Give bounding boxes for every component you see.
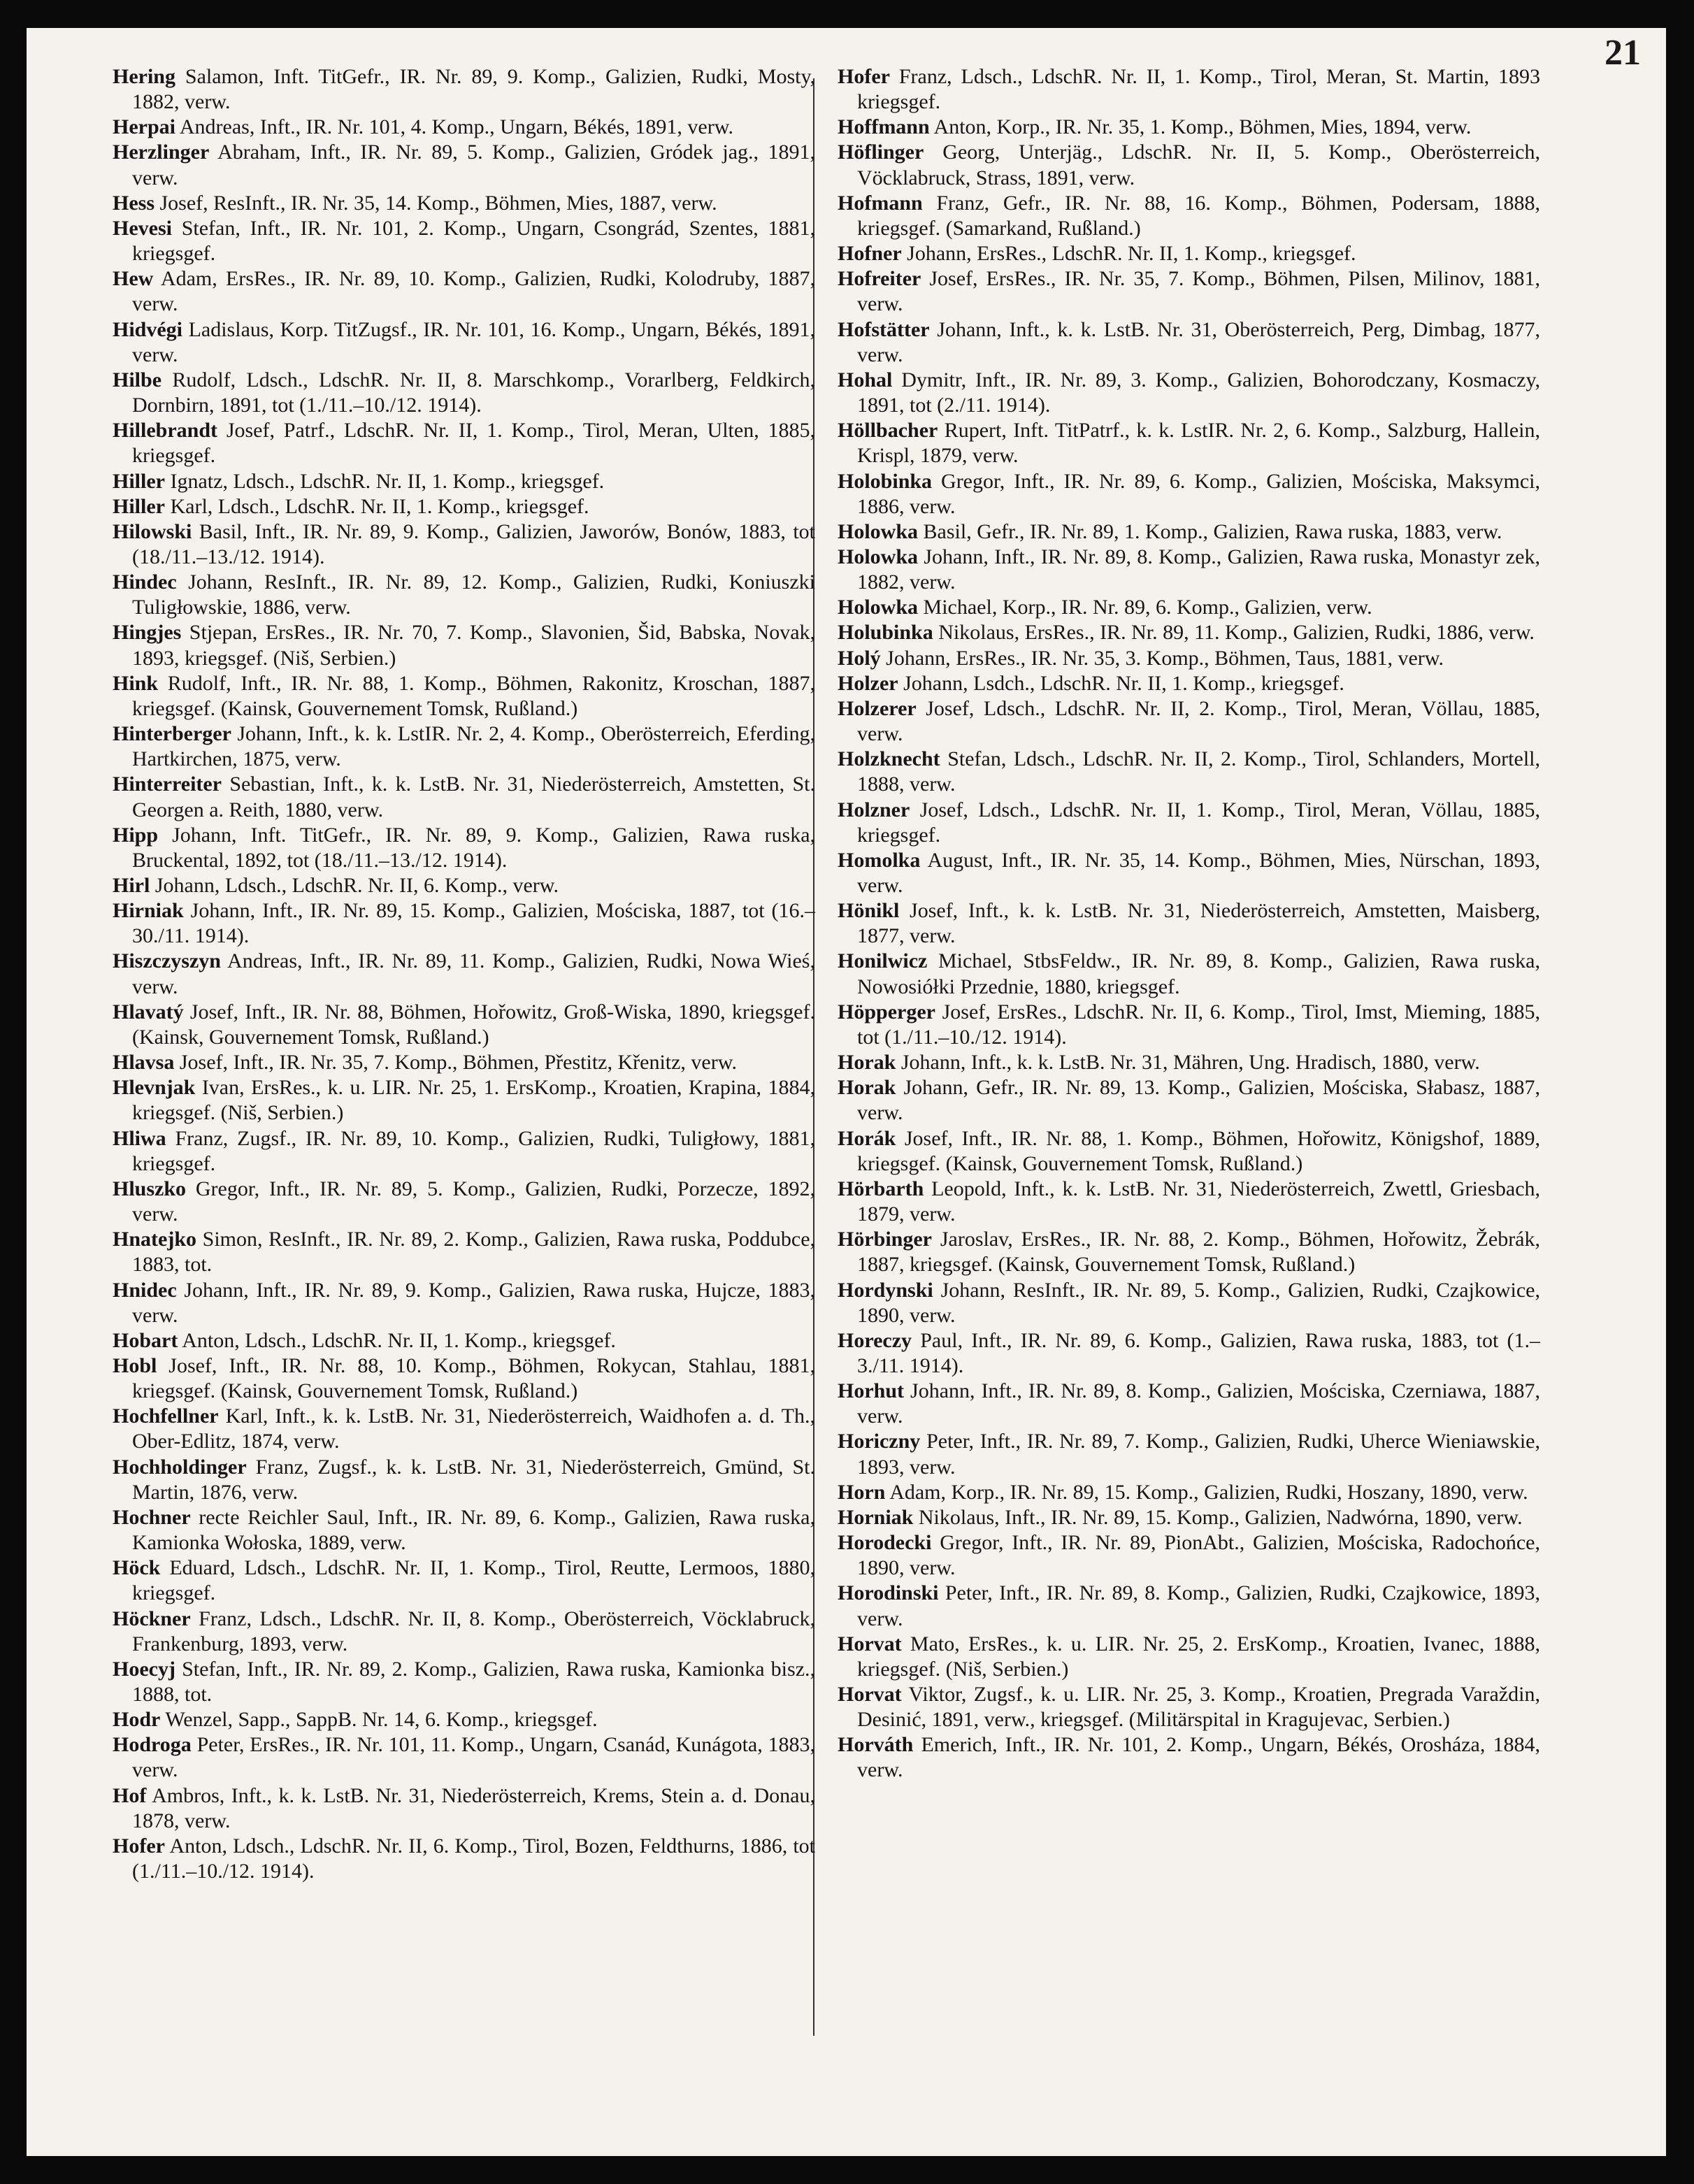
entry-surname: Horodinski [838,1581,939,1605]
entry-surname: Hochholdinger [113,1455,247,1479]
entry-surname: Herpai [113,115,175,139]
entry-surname: Hess [113,191,155,215]
entry-details: Sebastian, Inft., k. k. LstB. Nr. 31, Niederösterreich, Amstetten, St. Georgen a. Reith, 1880, verw. [132,773,816,821]
entry-surname: Hlavsa [113,1051,175,1075]
register-entry [113,1783,815,1834]
entry-surname: Hinterberger [113,722,231,746]
entry-details: Johann, Lsdch., LdschR. Nr. II, 1. Komp., kriegsgef. [903,671,1344,695]
register-entry [838,1177,1540,1227]
entry-surname: Holzerer [838,696,917,720]
entry-surname: Hilowski [113,519,192,543]
entry-surname: Hofmann [838,191,923,215]
register-entry [838,266,1540,317]
entry-surname: Hnatejko [113,1228,196,1251]
entry-details: Dymitr, Inft., IR. Nr. 89, 3. Komp., Galizien, Bohorodczany, Kosmaczy, 1891, tot (2./11. 1914). [857,368,1541,417]
entry-surname: Hof [113,1783,147,1807]
entry-details: Josef, Ldsch., LdschR. Nr. II, 1. Komp., Tirol, Meran, Völlau, 1885, kriegsgef. [857,798,1540,847]
register-entry [113,570,815,620]
entry-surname: Hörbinger [838,1228,932,1251]
entry-details: Nikolaus, ErsRes., IR. Nr. 89, 11. Komp., Galizien, Rudki, 1886, verw. [938,621,1535,645]
register-entry [838,848,1540,898]
entry-details: Emerich, Inft., IR. Nr. 101, 2. Komp., Ungarn, Békés, Orosháza, 1884, verw. [857,1733,1540,1782]
entry-details: Anton, Ldsch., LdschR. Nr. II, 1. Komp., kriegsgef. [182,1328,616,1352]
register-entry [113,1607,815,1657]
entry-details: Eduard, Ldsch., LdschR. Nr. II, 1. Komp., Tirol, Reutte, Lermoos, 1880, kriegsgef. [132,1556,816,1605]
entry-details: Johann, Inft. TitGefr., IR. Nr. 89, 9. Komp., Galizien, Rawa ruska, Bruckental, 1892, tot (18./11.–13./12. 1914). [132,823,816,872]
entry-surname: Hodr [113,1708,161,1732]
entry-details: recte Reichler Saul, Inft., IR. Nr. 89, 6. Komp., Galizien, Rawa ruska, Kamionka Wołoska, 1889, verw. [132,1505,815,1555]
entry-details: Michael, Korp., IR. Nr. 89, 6. Komp., Galizien, verw. [923,596,1372,619]
entry-surname: Horeczy [838,1328,912,1352]
entry-surname: Holzner [838,798,910,821]
entry-details: Stefan, Inft., IR. Nr. 101, 2. Komp., Ungarn, Csongrád, Szentes, 1881, kriegsgef. [132,216,816,266]
register-entry [113,216,815,266]
entry-surname: Hofstätter [838,317,930,341]
entry-surname: Hobart [113,1328,178,1352]
entry-details: Josef, ResInft., IR. Nr. 35, 14. Komp., Böhmen, Mies, 1887, verw. [159,191,717,215]
register-entry [838,1126,1540,1177]
entry-details: Gregor, Inft., IR. Nr. 89, PionAbt., Galizien, Mościska, Radochońce, 1890, verw. [857,1531,1541,1580]
entry-surname: Hiller [113,469,165,493]
register-entry [113,1126,815,1177]
entry-surname: Homolka [838,848,921,872]
entry-surname: Hofreiter [838,267,921,291]
register-entry [838,1480,1540,1505]
entry-details: Andreas, Inft., IR. Nr. 89, 11. Komp., Galizien, Rudki, Nowa Wieś, verw. [132,949,815,998]
entry-details: Mato, ErsRes., k. u. LIR. Nr. 25, 2. ErsKomp., Kroatien, Ivanec, 1888, kriegsgef. (Niš, Serbien.) [857,1632,1541,1681]
entry-surname: Höllbacher [838,419,938,443]
entry-details: Ladislaus, Korp. TitZugsf., IR. Nr. 101, 16. Komp., Ungarn, Békés, 1891, verw. [132,317,815,366]
register-entry [838,1505,1540,1530]
entry-surname: Horodecki [838,1531,932,1555]
register-entry [113,772,815,822]
register-entry [113,1505,815,1556]
entry-details: Josef, Inft., IR. Nr. 88, 10. Komp., Böhmen, Rokycan, Stahlau, 1881, kriegsgef. (Kainsk, Gouvernement Tomsk, Rußland.) [132,1353,815,1403]
register-entry [113,115,815,140]
entry-surname: Horvat [838,1632,902,1655]
register-entry [838,545,1540,595]
entry-details: Johann, Inft., IR. Nr. 89, 15. Komp., Galizien, Mościska, 1887, tot (16.–30./11. 1914). [132,899,815,948]
entry-surname: Hering [113,65,175,88]
entry-surname: Horhut [838,1379,905,1403]
entry-details: Adam, Korp., IR. Nr. 89, 15. Komp., Galizien, Rudki, Hoszany, 1890, verw. [889,1480,1528,1504]
register-entry [838,1000,1540,1050]
register-entry [838,1075,1540,1126]
entry-details: Peter, ErsRes., IR. Nr. 101, 11. Komp., Ungarn, Csanád, Kunágota, 1883, verw. [132,1733,816,1782]
entry-surname: Horvat [838,1683,902,1706]
entry-details: Johann, Inft., IR. Nr. 89, 8. Komp., Galizien, Mościska, Czerniawa, 1887, verw. [857,1379,1540,1428]
entry-details: Johann, Inft., IR. Nr. 89, 8. Komp., Galizien, Rawa ruska, Monastyr zek, 1882, verw. [857,545,1540,594]
register-entry [113,469,815,494]
entry-details: Karl, Ldsch., LdschR. Nr. II, 1. Komp., kriegsgef. [170,494,589,518]
entry-surname: Horak [838,1076,896,1100]
register-entry [113,949,815,999]
entry-details: Johann, ErsRes., LdschR. Nr. II, 1. Komp., kriegsgef. [907,242,1356,266]
entry-surname: Hinterreiter [113,773,222,796]
entry-surname: Hlavatý [113,1000,184,1023]
entry-surname: Hiszczyszyn [113,949,221,973]
register-entry [838,1530,1540,1581]
entry-details: Basil, Inft., IR. Nr. 89, 9. Komp., Galizien, Jaworów, Bonów, 1883, tot (18./11.–13./12. 1914). [132,519,815,568]
register-entry [113,368,815,418]
register-entry [113,418,815,468]
entry-details: Johann, Inft., k. k. LstIR. Nr. 2, 4. Komp., Oberösterreich, Eferding, Hartkirchen, 1875, verw. [132,722,816,771]
entry-details: Josef, Inft., IR. Nr. 88, Böhmen, Hořowitz, Groß-Wiska, 1890, kriegsgef. (Kainsk, Gouvernement Tomsk, Rußland.) [132,1000,815,1049]
register-entry [113,1657,815,1707]
entry-surname: Holowka [838,545,919,568]
register-entry [838,1581,1540,1631]
entry-surname: Horák [838,1126,896,1150]
entry-surname: Hohal [838,368,893,391]
entry-surname: Holubinka [838,621,933,645]
entry-details: Anton, Korp., IR. Nr. 35, 1. Komp., Böhmen, Mies, 1894, verw. [933,115,1472,139]
register-entry [113,620,815,670]
entry-details: Ambros, Inft., k. k. LstB. Nr. 31, Niederösterreich, Krems, Stein a. d. Donau, 1878, verw. [132,1783,815,1832]
entry-details: Basil, Gefr., IR. Nr. 89, 1. Komp., Galizien, Rawa ruska, 1883, verw. [923,519,1502,543]
register-entry [838,696,1540,747]
register-entry [838,620,1540,645]
entry-surname: Höck [113,1556,161,1580]
entry-details: Ignatz, Ldsch., LdschR. Nr. II, 1. Komp., kriegsgef. [170,469,605,493]
entry-surname: Höpperger [838,1000,935,1023]
entry-surname: Horn [838,1480,886,1504]
entry-surname: Horak [838,1051,896,1075]
register-entry [838,368,1540,418]
register-entry [838,1278,1540,1328]
register-entry [838,747,1540,797]
right-column [838,64,1540,1783]
entry-details: August, Inft., IR. Nr. 35, 14. Komp., Böhmen, Mies, Nürschan, 1893, verw. [857,848,1540,897]
register-entry [113,1556,815,1606]
entry-details: Johann, ErsRes., IR. Nr. 35, 3. Komp., Böhmen, Taus, 1881, verw. [886,646,1444,670]
register-entry [113,1075,815,1126]
register-entry [113,140,815,190]
entry-details: Gregor, Inft., IR. Nr. 89, 6. Komp., Galizien, Mościska, Maksymci, 1886, verw. [857,469,1540,518]
entry-surname: Hillebrandt [113,419,218,443]
entry-details: Rudolf, Ldsch., LdschR. Nr. II, 8. Marschkomp., Vorarlberg, Feldkirch, Dornbirn, 1891, tot (1./11.–10./12. 1914). [132,368,816,417]
entry-surname: Hoecyj [113,1657,175,1681]
register-entry [113,823,815,873]
entry-details: Johann, Inft., k. k. LstB. Nr. 31, Mähren, Ung. Hradisch, 1880, verw. [900,1051,1480,1075]
register-entry [113,64,815,115]
left-column [113,64,815,1884]
entry-surname: Hobl [113,1353,157,1377]
entry-details: Johann, Inft., IR. Nr. 89, 9. Komp., Galizien, Rawa ruska, Hujcze, 1883, verw. [132,1278,815,1327]
entry-surname: Höflinger [838,141,924,164]
register-entry [113,898,815,949]
register-entry [838,949,1540,999]
entry-details: Nikolaus, Inft., IR. Nr. 89, 15. Komp., Galizien, Nadwórna, 1890, verw. [918,1505,1523,1529]
register-entry [838,1328,1540,1379]
register-entry [113,1328,815,1353]
entry-details: Rupert, Inft. TitPatrf., k. k. LstIR. Nr. 2, 6. Komp., Salzburg, Hallein, Krispl, 1879, verw. [857,419,1540,468]
register-entry [113,1050,815,1075]
entry-surname: Hidvégi [113,317,183,341]
entry-details: Josef, Inft., k. k. LstB. Nr. 31, Niederösterreich, Amstetten, Maisberg, 1877, verw. [857,899,1540,948]
register-entry [113,1732,815,1783]
register-entry [838,671,1540,696]
register-entry [838,241,1540,266]
entry-details: Adam, ErsRes., IR. Nr. 89, 10. Komp., Galizien, Rudki, Kolodruby, 1887, verw. [132,267,815,316]
register-entry [113,1834,815,1884]
register-entry [838,519,1540,545]
entry-details: Josef, ErsRes., LdschR. Nr. II, 6. Komp., Tirol, Imst, Mieming, 1885, tot (1./11.–10./12. 1914). [857,1000,1540,1049]
entry-surname: Hodroga [113,1733,192,1757]
entry-details: Franz, Ldsch., LdschR. Nr. II, 8. Komp., Oberösterreich, Vöcklabruck, Frankenburg, 1893, verw. [132,1607,815,1655]
register-entry [838,595,1540,620]
register-entry [113,1707,815,1732]
entry-surname: Hevesi [113,216,172,240]
entry-details: Josef, Inft., IR. Nr. 35, 7. Komp., Böhmen, Přestitz, Křenitz, verw. [179,1051,737,1075]
entry-details: Viktor, Zugsf., k. u. LIR. Nr. 25, 3. Komp., Kroatien, Pregrada Varaždin, Desinić, 1891, verw., kriegsgef. (Militärspital in Kragujevac, Serbien.) [857,1683,1540,1732]
entry-surname: Horiczny [838,1430,921,1453]
register-entry [838,1379,1540,1429]
register-entry [113,191,815,216]
entry-surname: Holzknecht [838,747,940,771]
register-entry [838,1227,1540,1277]
entry-details: Karl, Inft., k. k. LstB. Nr. 31, Niederösterreich, Waidhofen a. d. Th., Ober-Edlitz, 1874, verw. [132,1404,815,1453]
register-entry [838,317,1540,368]
entry-surname: Hönikl [838,899,900,923]
register-entry [838,191,1540,241]
entry-surname: Holowka [838,596,919,619]
entry-details: Ivan, ErsRes., k. u. LIR. Nr. 25, 1. ErsKomp., Kroatien, Krapina, 1884, kriegsgef. (Niš, Serbien.) [132,1076,815,1125]
entry-surname: Hofer [838,65,890,88]
entry-surname: Hiller [113,494,165,518]
entry-surname: Hirniak [113,899,184,923]
entry-details: Michael, StbsFeldw., IR. Nr. 89, 8. Komp., Galizien, Rawa ruska, Nowosiółki Przednie, 1880, kriegsgef. [857,949,1540,998]
entry-details: Franz, Gefr., IR. Nr. 88, 16. Komp., Böhmen, Podersam, 1888, kriegsgef. (Samarkand, Rußland.) [857,191,1540,240]
register-entry [113,1000,815,1050]
entry-surname: Holý [838,646,881,670]
entry-surname: Höckner [113,1607,191,1630]
entry-details: Johann, Ldsch., LdschR. Nr. II, 6. Komp., verw. [155,874,559,897]
register-entry [838,798,1540,848]
entry-details: Stjepan, ErsRes., IR. Nr. 70, 7. Komp., Slavonien, Šid, Babska, Novak, 1893, kriegsgef. (Niš, Serbien.) [132,621,816,670]
entry-details: Andreas, Inft., IR. Nr. 101, 4. Komp., Ungarn, Békés, 1891, verw. [179,115,733,139]
entry-details: Wenzel, Sapp., SappB. Nr. 14, 6. Komp., kriegsgef. [165,1708,598,1732]
entry-details: Josef, Patrf., LdschR. Nr. II, 1. Komp., Tirol, Meran, Ulten, 1885, kriegsgef. [132,419,815,468]
entry-details: Peter, Inft., IR. Nr. 89, 7. Komp., Galizien, Rudki, Uherce Wieniawskie, 1893, verw. [857,1430,1541,1479]
entry-details: Simon, ResInft., IR. Nr. 89, 2. Komp., Galizien, Rawa ruska, Poddubce, 1883, tot. [132,1228,816,1277]
register-entry [113,873,815,898]
entry-details: Peter, Inft., IR. Nr. 89, 8. Komp., Galizien, Rudki, Czajkowice, 1893, verw. [857,1581,1541,1630]
register-entry [838,1632,1540,1682]
entry-details: Johann, ResInft., IR. Nr. 89, 5. Komp., Galizien, Rudki, Czajkowice, 1890, verw. [857,1278,1541,1327]
entry-surname: Hordynski [838,1278,933,1302]
entry-surname: Horváth [838,1733,914,1757]
entry-surname: Hew [113,267,154,291]
entry-details: Stefan, Ldsch., LdschR. Nr. II, 2. Komp., Tirol, Schlanders, Mortell, 1888, verw. [857,747,1540,796]
entry-details: Josef, Ldsch., LdschR. Nr. II, 2. Komp., Tirol, Meran, Völlau, 1885, verw. [857,696,1541,746]
entry-surname: Hilbe [113,368,162,391]
entry-surname: Hochfellner [113,1404,219,1428]
entry-surname: Hofer [113,1834,165,1858]
register-entry [838,898,1540,949]
register-entry [113,266,815,317]
entry-surname: Holobinka [838,469,933,493]
entry-details: Josef, ErsRes., IR. Nr. 35, 7. Komp., Böhmen, Pilsen, Milinov, 1881, verw. [857,267,1540,316]
entry-surname: Hochner [113,1505,191,1529]
entry-details: Johann, Inft., k. k. LstB. Nr. 31, Oberösterreich, Perg, Dimbag, 1877, verw. [857,317,1540,366]
entry-details: Salamon, Inft. TitGefr., IR. Nr. 89, 9. Komp., Galizien, Rudki, Mosty, 1882, verw. [132,65,815,114]
entry-details: Rudolf, Inft., IR. Nr. 88, 1. Komp., Böhmen, Rakonitz, Kroschan, 1887, kriegsgef. (Kainsk, Gouvernement Tomsk, Rußland.) [132,671,815,720]
register-entry [838,418,1540,468]
entry-details: Franz, Ldsch., LdschR. Nr. II, 1. Komp., Tirol, Meran, St. Martin, 1893 kriegsgef. [857,65,1541,114]
entry-details: Franz, Zugsf., IR. Nr. 89, 10. Komp., Galizien, Rudki, Tuligłowy, 1881, kriegsgef. [132,1126,815,1175]
entry-details: Abraham, Inft., IR. Nr. 89, 5. Komp., Galizien, Gródek jag., 1891, verw. [132,141,815,189]
register-entry [838,1050,1540,1075]
entry-details: Johann, Gefr., IR. Nr. 89, 13. Komp., Galizien, Mościska, Słabasz, 1887, verw. [857,1076,1541,1125]
register-entry [838,140,1540,190]
entry-surname: Hörbarth [838,1177,924,1200]
entry-surname: Hipp [113,823,159,847]
entry-details: Georg, Unterjäg., LdschR. Nr. II, 5. Komp., Oberösterreich, Vöcklabruck, Strass, 1891, verw. [857,141,1540,189]
page-number: 21 [1605,33,1641,73]
entry-details: Paul, Inft., IR. Nr. 89, 6. Komp., Galizien, Rawa ruska, 1883, tot (1.–3./11. 1914). [857,1328,1540,1377]
entry-surname: Hliwa [113,1126,166,1150]
document-page [27,28,1666,2156]
entry-surname: Hindec [113,570,177,594]
entry-details: Stefan, Inft., IR. Nr. 89, 2. Komp., Galizien, Rawa ruska, Kamionka bisz., 1888, tot. [132,1657,816,1706]
entry-details: Franz, Zugsf., k. k. LstB. Nr. 31, Niederösterreich, Gmünd, St. Martin, 1876, verw. [132,1455,816,1504]
entry-surname: Hlevnjak [113,1076,196,1100]
register-entry [113,1404,815,1454]
entry-surname: Honilwicz [838,949,928,973]
entry-surname: Hirl [113,874,150,897]
register-entry [113,494,815,519]
register-entry [838,469,1540,519]
entry-surname: Horniak [838,1505,914,1529]
register-entry [838,646,1540,671]
entry-surname: Hink [113,671,159,695]
entry-surname: Holzer [838,671,898,695]
register-entry [838,1732,1540,1783]
register-entry [838,115,1540,140]
entry-details: Jaroslav, ErsRes., IR. Nr. 88, 2. Komp., Böhmen, Hořowitz, Žebrák, 1887, kriegsgef. (Kainsk, Gouvernement Tomsk, Rußland.) [857,1228,1540,1277]
entry-details: Johann, ResInft., IR. Nr. 89, 12. Komp., Galizien, Rudki, Koniuszki Tuligłowskie, 1886, verw. [132,570,816,619]
register-entry [113,1278,815,1328]
entry-details: Leopold, Inft., k. k. LstB. Nr. 31, Niederösterreich, Zwettl, Griesbach, 1879, verw. [857,1177,1541,1226]
register-entry [113,519,815,570]
register-entry [113,671,815,721]
register-entry [113,721,815,772]
register-entry [113,317,815,368]
entry-surname: Hoffmann [838,115,930,139]
register-entry [838,1682,1540,1732]
register-entry [838,64,1540,115]
entry-surname: Hnidec [113,1278,177,1302]
entry-details: Gregor, Inft., IR. Nr. 89, 5. Komp., Galizien, Rudki, Porzecze, 1892, verw. [132,1177,816,1226]
register-entry [113,1353,815,1404]
entry-surname: Hingjes [113,621,182,645]
register-entry [113,1177,815,1227]
entry-surname: Hofner [838,242,902,266]
entry-details: Anton, Ldsch., LdschR. Nr. II, 6. Komp., Tirol, Bozen, Feldthurns, 1886, tot (1./11.–10./12. 1914). [132,1834,815,1883]
entry-surname: Hluszko [113,1177,187,1200]
entry-surname: Herzlinger [113,141,210,164]
entry-details: Josef, Inft., IR. Nr. 88, 1. Komp., Böhmen, Hořowitz, Königshof, 1889, kriegsgef. (Kainsk, Gouvernement Tomsk, Rußland.) [857,1126,1541,1175]
register-entry [838,1429,1540,1479]
entry-surname: Holowka [838,519,919,543]
register-entry [113,1455,815,1505]
register-entry [113,1227,815,1277]
